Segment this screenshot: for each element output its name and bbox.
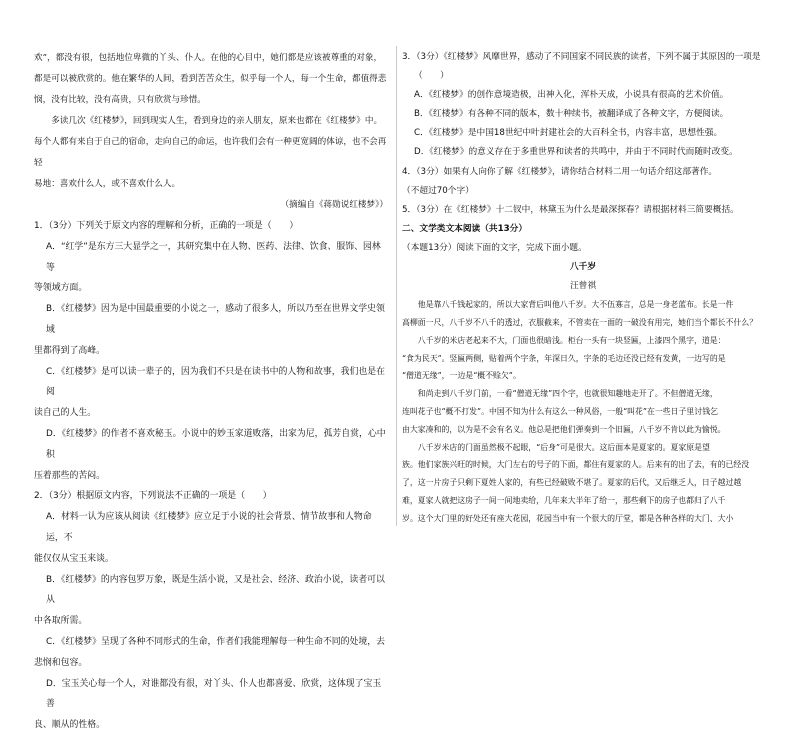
story-title: 八千岁 bbox=[569, 262, 597, 273]
option-d-cont: 压着那些的苦闷。 bbox=[34, 470, 105, 481]
option-d[interactable]: D．《红楼梦》的作者不喜欢秘玉。小说中的妙玉家道败落，出家为尼，孤芳自赏，心中积 bbox=[46, 428, 386, 460]
passage-line: 欢”，都没有很，包括地位卑微的丫头、仆人。在他的心目中，她们都是应该被尊重的对象， bbox=[34, 53, 383, 63]
passage-continuation bbox=[34, 48, 388, 216]
story-text bbox=[402, 296, 764, 527]
passage-line: 多读几次《红楼梦》，回到现实人生，看到身边的亲人朋友，原来也都在《红楼梦》中。 bbox=[51, 116, 383, 126]
option-b-cont: 中各取所需。 bbox=[34, 616, 88, 627]
question-stem: 3．（3分）《红楼梦》风靡世界，感动了不同国家不同民族的读者，下列不属于其原因的一项是 bbox=[402, 52, 761, 62]
passage-line: 易地：喜欢什么人，或不喜欢什么人。 bbox=[34, 179, 181, 189]
option-b-cont: 里都得到了高峰。 bbox=[34, 345, 105, 356]
question-5 bbox=[402, 201, 764, 220]
passage-line: 都是可以被欣赏的。他在繁华的人间，看到苦苦众生，似乎每一个人，每一个生命，都值得悲 bbox=[34, 74, 387, 84]
section-intro: （本题13分）阅读下面的文字，完成下面小题。 bbox=[402, 242, 587, 253]
question-stem-tail: （ ） bbox=[414, 71, 449, 82]
story-line: 八千岁的米店老起来不大，门面也很暗浅。柜台一头有一块竖匾，上漆四个黑字，道是： bbox=[417, 335, 726, 345]
column-divider bbox=[396, 46, 397, 526]
option-c[interactable]: C．《红楼梦》是可以读一辈子的，因为我们不只是在读书中的人物和故事，我们也是在阅 bbox=[46, 366, 385, 398]
right-column bbox=[402, 48, 764, 528]
story-line: 八千岁米店的门面虽然极不起眼，“后身”可是很大。这后面本是夏家的。夏家原是望 bbox=[417, 442, 710, 452]
option-c-cont: 悲悯和包容。 bbox=[34, 657, 88, 668]
story-line: “僧道无缘”，一边是“概不赊欠”。 bbox=[402, 371, 521, 381]
story-line: 他是靠八千钱起家的，所以大家背后叫他八千岁。大不伍寡言，总是一身老蓝布。长是一件 bbox=[417, 300, 734, 310]
option-a-cont: 等领域方面。 bbox=[34, 283, 88, 294]
option-d[interactable]: D．宝玉关心每一个人，对谁都没有很，对丫头、仆人也都喜爱、欣赏，这体现了宝玉善 bbox=[46, 678, 382, 710]
passage-source: （摘编自《蒋勋说红楼梦》） bbox=[280, 200, 388, 210]
option-c[interactable]: C．《红楼梦》呈现了各种不同形式的生命，作者们我能理解每一种生命不同的处境，去 bbox=[46, 636, 385, 647]
story-line: 族。他们家族兴旺的时候，大门左右的号子的下面，都住有夏家的人。后来有的出了去，有的已经没 bbox=[402, 460, 750, 470]
section-heading: 二、文学类文本阅读（共13分） bbox=[402, 223, 528, 234]
question-4 bbox=[402, 163, 764, 201]
option-a[interactable]: A．“红学”是东方三大显学之一，其研究集中在人物、医药、法律、饮食、服饰、园林等 bbox=[46, 241, 381, 273]
option-b[interactable]: B．《红楼梦》有各种不同的版本，数十种续书，被翻译成了各种文字，方便阅读。 bbox=[414, 109, 729, 120]
option-b[interactable]: B．《红楼梦》的内容包罗万象，既是生活小说，又是社会、经济、政治小说，读者可以从 bbox=[46, 574, 385, 606]
option-d[interactable]: D．《红楼梦》的意义存在于多重世界和读者的共鸣中，并由于不同时代而随时改变。 bbox=[414, 147, 738, 158]
story-line: 岁。这个大门里的好处还有座大花园，花园当中有一个很大的厅堂，都是各种各样的大门、大小 bbox=[402, 513, 734, 523]
question-stem: 5．（3分）在《红楼梦》十二钗中，林黛玉为什么是最深探春？请根据材料三简要概括。 bbox=[402, 204, 739, 215]
question-stem: 4．（3分）如果有人向你了解《红楼梦》，请你结合材料二用一句话介绍这部著作。 bbox=[402, 166, 718, 177]
story-line: 了，这一片房子只剩下夏姓人家的，有些已经破败不堪了。夏家的后代，又后继乏人，日子越过越 bbox=[402, 478, 742, 488]
passage-line: 悯，没有比较，没有高贵，只有欣赏与珍惜。 bbox=[34, 95, 206, 105]
option-a[interactable]: A．《红楼梦》的创作意境造极，出神入化，浑朴天成，小说具有很高的艺术价值。 bbox=[414, 90, 729, 101]
option-c-cont: 读自己的人生。 bbox=[34, 408, 97, 419]
story-line: 和尚走到八千岁门前，一看“僧道无缘”四个字，也就很知趣地走开了。不但僧道无缘， bbox=[417, 389, 718, 399]
story-author: 汪曾祺 bbox=[569, 281, 597, 292]
story-line: 难，夏家人就把这房子一间一间地卖给，几年来大半年了给一，那些剩下的房子也都归了八千 bbox=[402, 495, 726, 505]
option-a[interactable]: A．材料一认为应该从阅读《红楼梦》应立足于小说的社会背景、情节故事和人物命运，不 bbox=[46, 512, 372, 543]
question-3 bbox=[402, 48, 764, 163]
question-1 bbox=[34, 216, 388, 486]
question-2 bbox=[34, 486, 388, 736]
question-stem: 2．（3分）根据原文内容，下列说法不正确的一项是（ ） bbox=[34, 491, 272, 502]
option-c[interactable]: C．《红楼梦》是中国18世纪中叶封建社会的大百科全书，内容丰富，思想性强。 bbox=[414, 128, 723, 139]
question-note: （不超过70个字） bbox=[402, 185, 474, 196]
story-line: 由大家凑和的，以为是不会有名义。他总是把他们弹奏到一个旧匾，八千岁不肯以此为愉悦。 bbox=[402, 424, 726, 434]
question-stem: 1．（3分）下列关于原文内容的理解和分析，正确的一项是（ ） bbox=[34, 221, 299, 231]
section-2-header bbox=[402, 220, 764, 296]
option-b[interactable]: B．《红楼梦》因为是中国最重要的小说之一，感动了很多人，所以乃至在世界文学史领域 bbox=[46, 304, 385, 335]
left-column bbox=[34, 48, 388, 736]
passage-line: 每个人都有来自于自己的宿命，走向自己的命运，也许我们会有一种更宽阔的体谅，也不会再轻 bbox=[34, 137, 387, 168]
story-line: 连叫花子也“概不打发”。中国不知为什么有这么一种风俗，一般“叫花”在一些日子里讨钱乞 bbox=[402, 407, 718, 416]
story-line: 高柳面一尺，八千岁不八千的透过，衣服截来，不管卖在一面的一破没有用完，她们当个都长不什么？ bbox=[402, 318, 758, 328]
option-d-cont: 良、顺从的性格。 bbox=[34, 720, 105, 731]
option-a-cont: 能仅仅从宝玉来谈。 bbox=[34, 553, 114, 564]
story-line: “食为民天”。竖匾两侧，贴着两个字条，年深日久，字条的毛边还没已经有发黄，一边写的是 bbox=[402, 353, 726, 363]
